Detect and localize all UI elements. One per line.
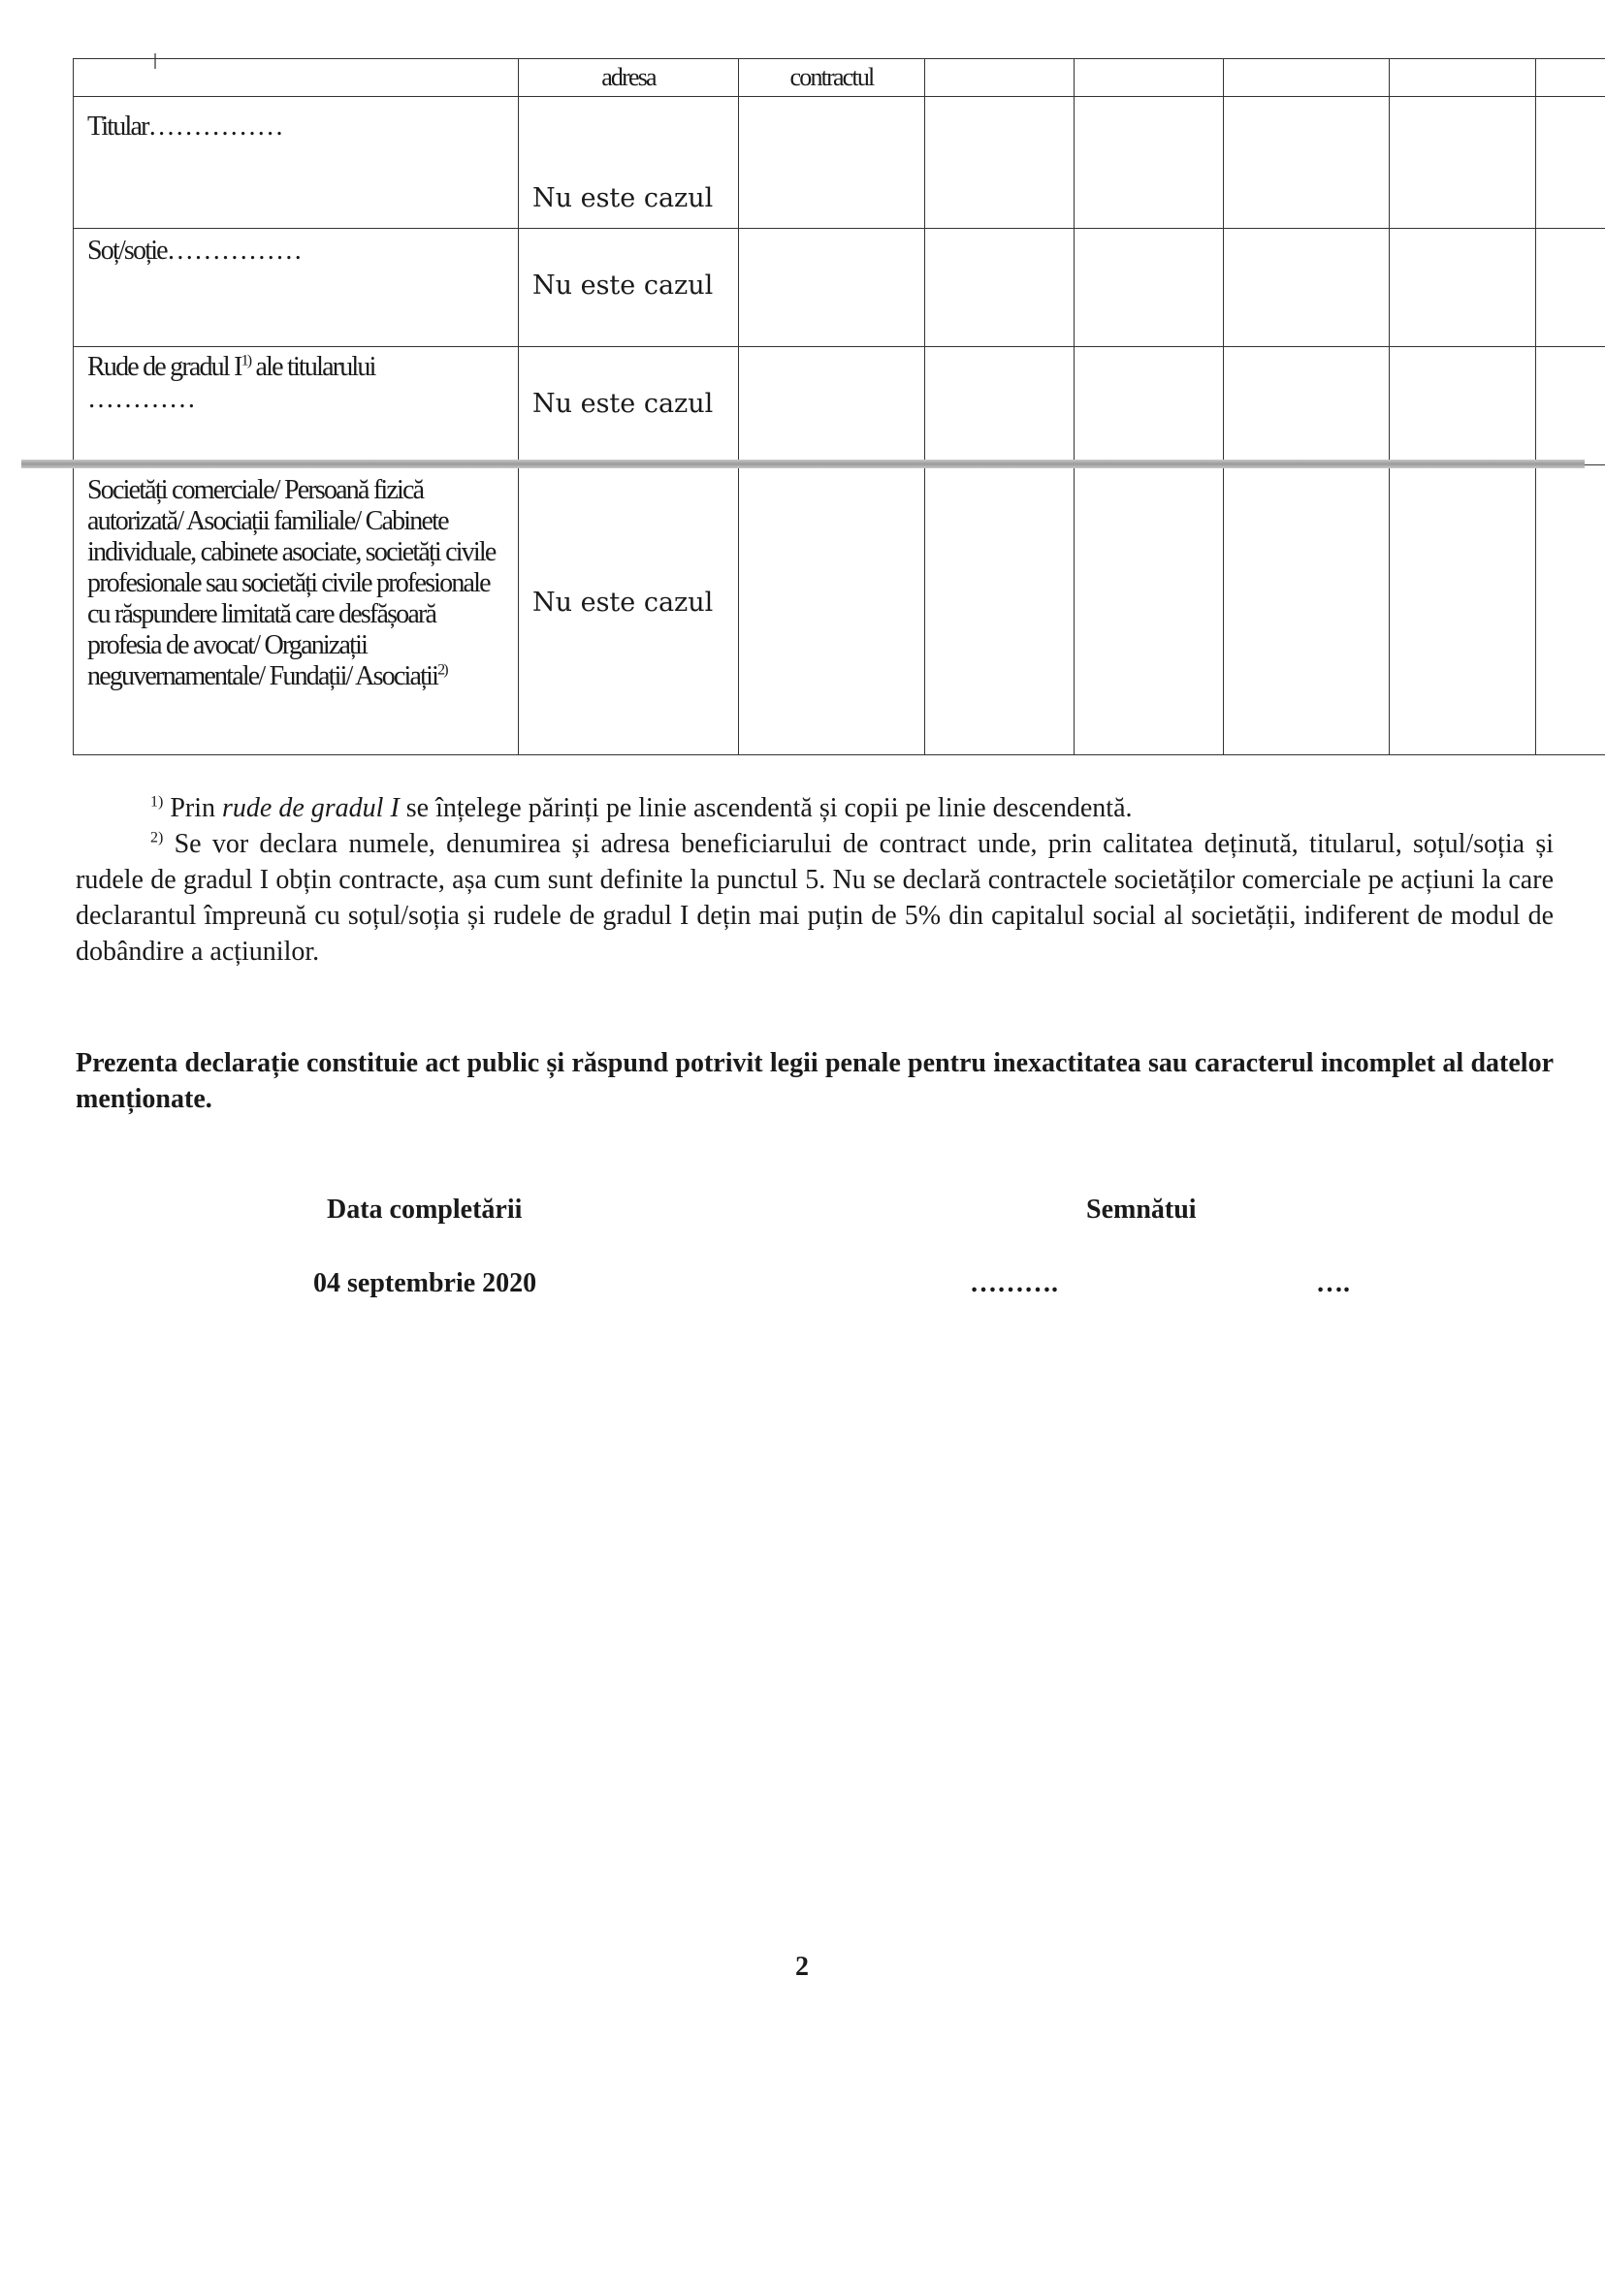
row-value: Nu este cazul [519, 465, 739, 755]
declaration-statement: Prezenta declarație constituie act public și răspund potrivit legii penale pentru inexactitatea sau caracterul incomplet al datelor menționate. [76, 1048, 1554, 1114]
row-label: Soț/soție…………… [74, 229, 519, 347]
row-label: Societăți comerciale/ Persoană fizică autorizată/ Asociații familiale/ Cabinete individuale, cabinete asociate, societăți civile profesionale sau societăți civile profesionale cu răspundere limitată care desfășoară profesia de avocat/ Organizații neguvernamentale/ Fundații/ Asociații$^{2)}$ [74, 465, 519, 755]
signature-dots: ………. [970, 1268, 1058, 1298]
header-cell-adresa: adresa [519, 59, 739, 97]
date-label: Data completării [327, 1195, 523, 1225]
footnotes [76, 790, 1554, 970]
header-cell [1390, 59, 1536, 97]
page-number: 2 [795, 1952, 809, 1982]
table-row-societati [74, 465, 1605, 755]
row-label: Rude de gradul $I^{1)}$ ale titularului ………… [74, 347, 519, 465]
date-value: 04 septembrie 2020 [313, 1268, 537, 1298]
header-cell [74, 59, 519, 97]
header-cell-contractul: contractul [739, 59, 925, 97]
header-cell [1224, 59, 1390, 97]
header-cell [1075, 59, 1224, 97]
table-row-titular [74, 97, 1605, 229]
table-header-row [74, 59, 1605, 97]
footnote-2: $^{2)}$ Se vor declara numele, denumirea și adresa beneficiarului de contract unde, prin calitatea deținută, titularul, soțul/soția și rudele de gradul I obțin contracte, așa cum sunt definite la punctul 5. Nu se declară contractele societăților comerciale pe acțiuni la care declarantul împreună cu soțul/soția și rudele de gradul I dețin mai puțin de 5% din capitalul social al societății, indiferent de modul de dobândire a acțiunilor. [76, 829, 1554, 967]
scan-fold-line [21, 460, 1585, 468]
signature-dots-end: …. [1316, 1268, 1350, 1298]
contracts-table [73, 58, 1605, 755]
row-label: Titular…………… [74, 97, 519, 229]
header-cell [1536, 59, 1605, 97]
row-value: Nu este cazul [519, 347, 739, 465]
table-row-rude [74, 347, 1605, 465]
footnote-1: $^{1)}$ Prin rude de gradul I se înțelege părinți pe linie ascendentă și copii pe linie descendentă. [150, 793, 1133, 823]
header-cell [925, 59, 1075, 97]
row-value: Nu este cazul [519, 97, 739, 229]
table-row-sot-sotie [74, 229, 1605, 347]
signature-label: Semnătui [1086, 1195, 1197, 1225]
row-value: Nu este cazul [519, 229, 739, 347]
